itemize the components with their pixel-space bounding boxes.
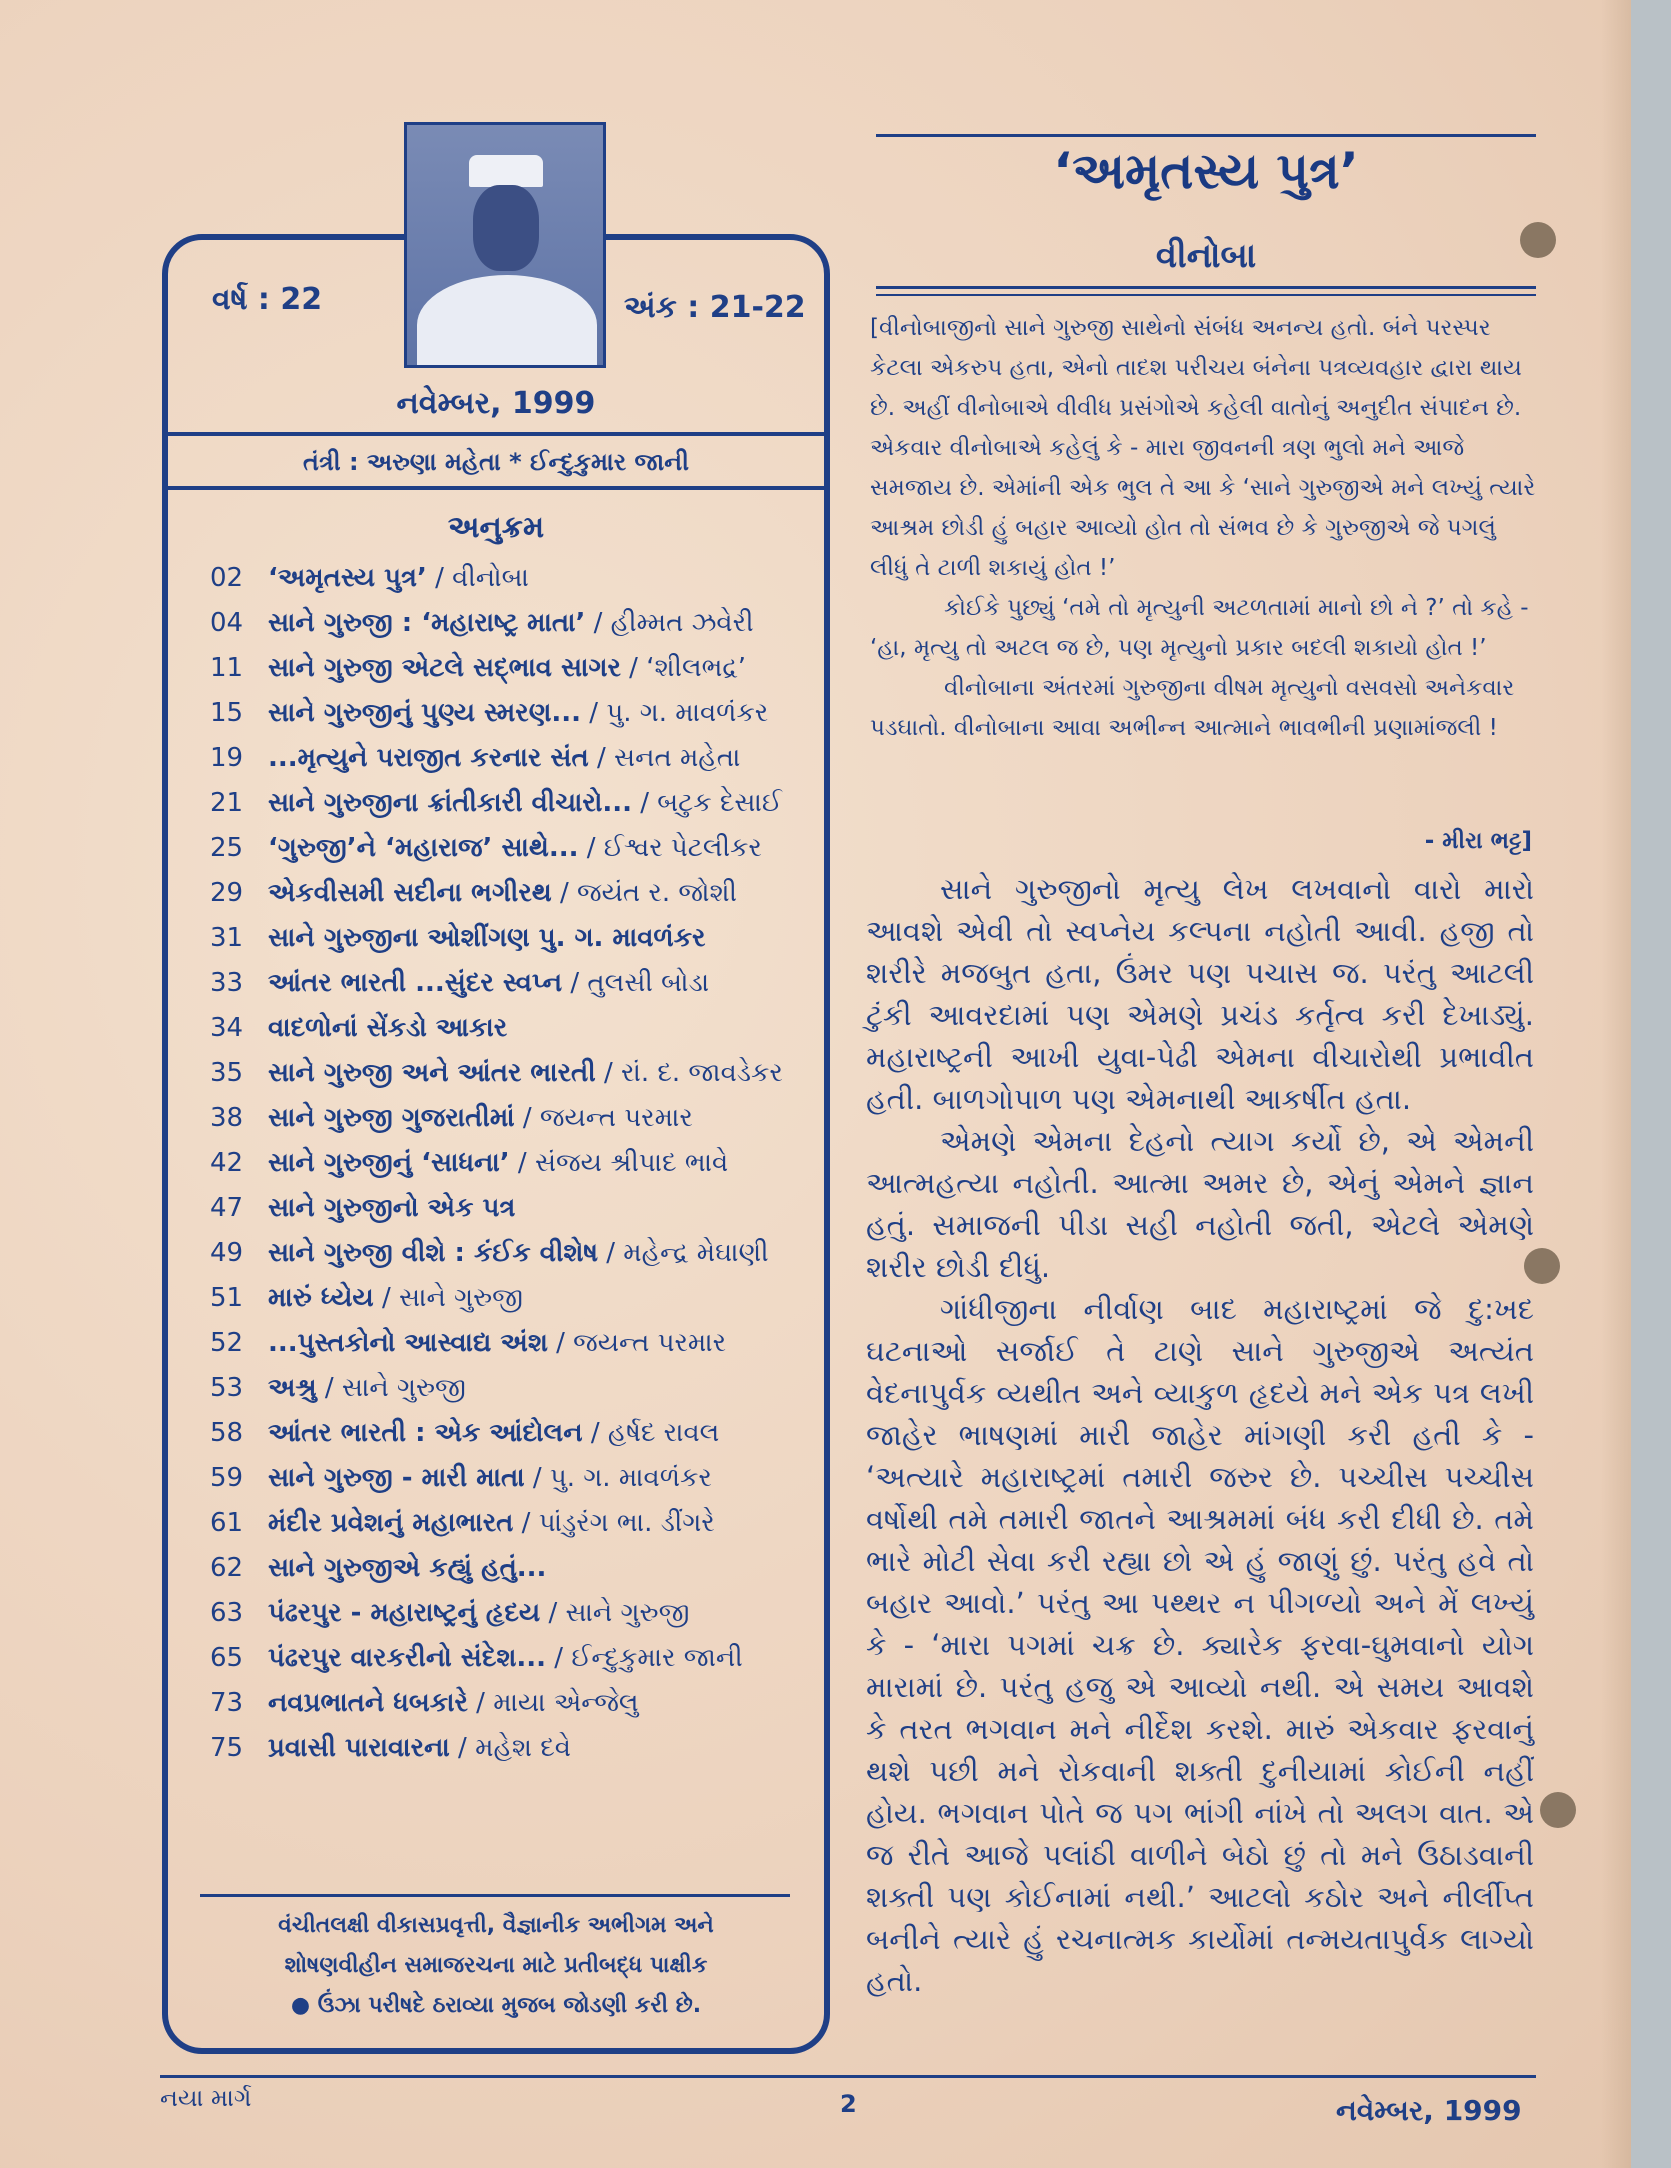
contents-page-number: 52 (210, 1328, 244, 1358)
contents-title: પંઢરપુર - મહારાષ્ટ્રનું હૃદય (268, 1598, 541, 1628)
contents-page-number: 11 (210, 653, 244, 683)
contents-author: / પાંડુરંગ ભા. ડીંગરે (513, 1508, 715, 1538)
footer-magazine-name: નયા માર્ગ (160, 2084, 252, 2112)
contents-page-number: 35 (210, 1058, 244, 1088)
contents-heading: અનુક્રમ (447, 510, 545, 545)
body-paragraph: ગાંધીજીના નીર્વાણ બાદ મહારાષ્ટ્રમાં જે દુ:ખદ ઘટનાઓ સર્જાઈ તે ટાણે સાને ગુરુજીએ અત્યંત વેદનાપુર્વક વ્યથીત અને વ્યાકુળ હૃદયે મને એક પત્ર લખી જાહેર ભાષણમાં મારી જાહેર માંગણી કરી હતી કે - ‘અત્યારે મહારાષ્ટ્રમાં તમારી જરુર છે. પચ્ચીસ પચ્ચીસ વર્ષોથી તમે તમારી જાતને આશ્રમમાં બંધ કરી દીધી છે. તમે ભારે મોટી સેવા કરી રહ્યા છો એ હું જાણું છું. પરંતુ હવે તો બહાર આવો.’ પરંતુ આ પથ્થર ન પીગળ્યો અને મેં લખ્યું કે - ‘મારા પગમાં ચક્ર છે. ક્યારેક ફરવા-ઘુમવાનો યોગ મારામાં છે. પરંતુ હજુ એ આવ્યો નથી. એ સમય આવશે કે તરત ભગવાન મને નીર્દેશ કરશે. મારું એકવાર ફરવાનું થશે પછી મને રોકવાની શક્તી દુનીયામાં કોઈની નહીં હોય. ભગવાન પોતે જ પગ ભાંગી નાંખે તો અલગ વાત. એ જ રીતે આજે પલાંઠી વાળીને બેઠો છું તો મને ઉઠાડવાની શક્તી પણ કોઈનામાં નથી.’ આટલો કઠોર અને નીર્લીપ્ત બનીને ત્યારે હું રચનાત્મક કાર્યોમાં તન્મયતાપુર્વક લાગ્યો હતો. (866, 1292, 1534, 1998)
mission-line: ● ઉંઝા પરીષદે ઠરાવ્યા મુજબ જોડણી કરી છે. (290, 1993, 702, 2018)
contents-item (210, 1231, 816, 1276)
contents-author: / હીમ્મત ઝવેરી (585, 608, 754, 638)
intro-paragraph: વીનોબાના અંતરમાં ગુરુજીના વીષમ મૃત્યુનો વસવસો અનેકવાર પડઘાતો. વીનોબાના આવા અભીન્ન આત્માને ભાવભીની પ્રણામાંજલી ! (870, 675, 1515, 741)
contents-author: / બટુક દેસાઈ (631, 788, 782, 818)
contents-page-number: 33 (210, 968, 244, 998)
divider (168, 486, 824, 490)
contents-author: / હર્ષદ રાવલ (582, 1418, 720, 1448)
contents-item (210, 1501, 816, 1546)
contents-item (210, 1186, 816, 1231)
contents-item (210, 1141, 816, 1186)
contents-item (210, 961, 816, 1006)
contents-title: આંતર ભારતી ...સુંદર સ્વપ્ન (268, 968, 563, 998)
contents-author: / માયા એન્જેલુ (467, 1688, 639, 1718)
issue-date: નવેમ્બર, 1999 (396, 386, 596, 421)
contents-page-number: 53 (210, 1373, 244, 1403)
contents-author: / ઈન્દુકુમાર જાની (546, 1643, 743, 1673)
mission-line: શોષણવીહીન સમાજરચના માટે પ્રતીબદ્ધ પાક્ષીક (284, 1953, 708, 1978)
contents-page-number: 58 (210, 1418, 244, 1448)
contents-author: / વીનોબા (426, 563, 529, 593)
contents-page-number: 19 (210, 743, 244, 773)
page-edge-background (1631, 0, 1671, 2168)
contents-item (210, 1726, 816, 1771)
contents-page-number: 75 (210, 1733, 244, 1763)
contents-page-number: 38 (210, 1103, 244, 1133)
contents-item (210, 871, 816, 916)
contents-item (210, 1096, 816, 1141)
contents-title: સાને ગુરુજીનું પુણ્ય સ્મરણ... (268, 698, 582, 728)
contents-page-number: 63 (210, 1598, 244, 1628)
year-label: વર્ષ : 22 (212, 282, 323, 317)
contents-page-number: 21 (210, 788, 244, 818)
contents-item (210, 736, 816, 781)
torn-edge-shadow (1601, 0, 1631, 2168)
editors-line: તંત્રી : અરુણા મહેતા * ઈન્દુકુમાર જાની (303, 448, 689, 476)
photo-face-shape (473, 185, 539, 271)
contents-page-number: 49 (210, 1238, 244, 1268)
divider (168, 432, 824, 436)
contents-title: સાને ગુરુજી વીશે : કંઈક વીશેષ (268, 1238, 599, 1268)
contents-title: ‘ગુરુજી’ને ‘મહારાજ’ સાથે... (268, 833, 579, 863)
divider (200, 1894, 790, 1897)
contents-page-number: 51 (210, 1283, 244, 1313)
contents-item (210, 781, 816, 826)
footer-divider (160, 2075, 1536, 2078)
page-number: 2 (840, 2090, 857, 2118)
contents-author: / રાં. દ. જાવડેકર (595, 1058, 783, 1088)
contents-title: સાને ગુરુજીનો એક પત્ર (268, 1193, 516, 1223)
contents-item (210, 826, 816, 871)
contents-author: / તુલસી બોડા (562, 968, 710, 998)
contents-title: એકવીસમી સદીના ભગીરથ (268, 878, 552, 908)
body-paragraph: સાને ગુરુજીનો મૃત્યુ લેખ લખવાનો વારો મારો આવશે એવી તો સ્વપ્નેય કલ્પના નહોતી આવી. હજી તો શરીરે મજબુત હતા, ઉંમર પણ પચાસ જ. પરંતુ આટલી ટુંકી આવરદામાં પણ એમણે પ્રચંડ કર્તૃત્વ કરી દેખાડ્યું. મહારાષ્ટ્રની આખી યુવા-પેઢી એમના વીચારોથી પ્રભાવીત હતી. બાળગોપાળ પણ એમનાથી આકર્ષીત હતા. (866, 872, 1534, 1116)
article-title: ‘અમૃતસ્ય પુત્ર’ (1053, 142, 1359, 200)
contents-author: / સાને ગુરુજી (316, 1373, 466, 1403)
contents-author: / જયન્ત પરમાર (547, 1328, 727, 1358)
contents-item (210, 1546, 816, 1591)
contents-title: સાને ગુરુજી એટલે સદ્ભાવ સાગર (268, 653, 621, 683)
contents-author: / પુ. ગ. માવળંકર (524, 1463, 712, 1493)
contents-item (210, 1366, 816, 1411)
contents-page-number: 25 (210, 833, 244, 863)
contents-author: / મહેશ દવે (449, 1733, 571, 1763)
contents-item (210, 691, 816, 736)
contents-author: / સાને ગુરુજી (373, 1283, 523, 1313)
contents-page-number: 65 (210, 1643, 244, 1673)
contents-page-number: 34 (210, 1013, 244, 1043)
contents-title: મારું ધ્યેય (268, 1283, 374, 1313)
photo-shirt-shape (417, 275, 597, 368)
contents-title: સાને ગુરુજીએ કહ્યું હતું... (268, 1553, 547, 1583)
contents-page-number: 62 (210, 1553, 244, 1583)
contents-title: મંદીર પ્રવેશનું મહાભારત (268, 1508, 514, 1538)
contents-author: / ઈશ્વર પેટલીકર (578, 833, 762, 863)
issue-label: અંક : 21-22 (624, 290, 806, 325)
binding-hole-bottom (1540, 1792, 1576, 1828)
intro-paragraph: [વીનોબાજીનો સાને ગુરુજી સાથેનો સંબંધ અનન્ય હતો. બંને પરસ્પર કેટલા એકરુપ હતા, એનો તાદશ પરીચય બંનેના પત્રવ્યવહાર દ્વારા થાય છે. અહીં વીનોબાએ વીવીધ પ્રસંગોએ કહેલી વાતોનું અનુદીત સંપાદન છે. એકવાર વીનોબાએ કહેલું કે - મારા જીવનની ત્રણ ભુલો મને આજે સમજાય છે. એમાંની એક ભુલ તે આ કે ‘સાને ગુરુજીએ મને લખ્યું ત્યારે આશ્રમ છોડી હું બહાર આવ્યો હોત તો સંભવ છે કે ગુરુજીએ જે પગલું લીધું તે ટાળી શકાયું હોત !’ (870, 315, 1536, 581)
article-author: વીનોબા (1155, 236, 1257, 276)
contents-page-number: 02 (210, 563, 244, 593)
contents-item (210, 1411, 816, 1456)
mission-statement (162, 1906, 830, 2026)
contents-title: ...મૃત્યુને પરાજીત કરનાર સંત (268, 743, 589, 773)
contents-author: / સાને ગુરુજી (540, 1598, 690, 1628)
body-paragraph: એમણે એમના દેહનો ત્યાગ કર્યો છે, એ એમની આત્મહત્યા નહોતી. આત્મા અમર છે, એનું એમને જ્ઞાન હતું. સમાજની પીડા સહી નહોતી જતી, એટલે એમણે શરીર છોડી દીધું. (866, 1124, 1534, 1284)
contents-title: સાને ગુરુજી - મારી માતા (268, 1463, 525, 1493)
contents-item (210, 1681, 816, 1726)
contents-list (210, 556, 816, 1771)
photo-cap-shape (469, 155, 543, 187)
contents-page-number: 59 (210, 1463, 244, 1493)
divider (876, 286, 1536, 289)
contents-title: પ્રવાસી પારાવારના (268, 1733, 450, 1763)
contents-title: સાને ગુરુજી અને આંતર ભારતી (268, 1058, 596, 1088)
contents-title: ‘અમૃતસ્ય પુત્ર’ (268, 563, 427, 593)
contents-title: સાને ગુરુજીનું ‘સાધના’ (268, 1148, 510, 1178)
contents-title: સાને ગુરુજીના ક્રાંતીકારી વીચારો... (268, 788, 632, 818)
contents-title: આંતર ભારતી : એક આંદોલન (268, 1418, 583, 1448)
contents-author: / જયંત ર. જોશી (551, 878, 737, 908)
editorial-intro (870, 308, 1538, 748)
intro-signature: - મીરા ભટ્ટ] (1424, 828, 1532, 854)
contents-title: સાને ગુરુજી ગુજરાતીમાં (268, 1103, 515, 1133)
contents-title: સાને ગુરુજીના ઓશીંગણ પુ. ગ. માવળંકર (268, 923, 706, 953)
contents-title: સાને ગુરુજી : ‘મહારાષ્ટ્ર માતા’ (268, 608, 586, 638)
contents-author: / જયન્ત પરમાર (514, 1103, 693, 1133)
author-photo (404, 122, 606, 368)
contents-author: / મહેન્દ્ર મેઘાણી (598, 1238, 769, 1268)
article-body (866, 868, 1534, 2002)
contents-author: / ‘શીલભદ્ર’ (620, 653, 747, 683)
intro-paragraph: કોઈકે પુછ્યું ‘તમે તો મૃત્યુની અટળતામાં માનો છો ને ?’ તો કહે - ‘હા, મૃત્યુ તો અટલ જ છે, પણ મૃત્યુનો પ્રકાર બદલી શકાયો હોત !’ (870, 595, 1529, 661)
contents-item (210, 1276, 816, 1321)
contents-page-number: 04 (210, 608, 244, 638)
contents-item (210, 556, 816, 601)
contents-title: નવપ્રભાતને ધબકારે (268, 1688, 468, 1718)
contents-page-number: 31 (210, 923, 244, 953)
contents-item (210, 1321, 816, 1366)
contents-item (210, 646, 816, 691)
mission-line: વંચીતલક્ષી વીકાસપ્રવૃત્તી, વૈજ્ઞાનીક અભીગમ અને (278, 1913, 714, 1938)
contents-item (210, 1051, 816, 1096)
contents-page-number: 29 (210, 878, 244, 908)
divider (876, 294, 1536, 296)
contents-title: અશ્રુ (268, 1373, 317, 1403)
contents-title: પંઢરપુર વારકરીનો સંદેશ... (268, 1643, 547, 1673)
contents-page-number: 47 (210, 1193, 244, 1223)
contents-page-number: 42 (210, 1148, 244, 1178)
footer-date: નવેમ્બર, 1999 (1336, 2094, 1522, 2127)
contents-page-number: 73 (210, 1688, 244, 1718)
contents-title: ...પુસ્તકોનો આસ્વાદ્ય અંશ (268, 1328, 548, 1358)
contents-item (210, 916, 816, 961)
contents-page-number: 15 (210, 698, 244, 728)
contents-page-number: 61 (210, 1508, 244, 1538)
contents-item (210, 601, 816, 646)
contents-title: વાદળોનાં સેંકડો આકાર (268, 1013, 508, 1043)
contents-author: / સનત મહેતા (588, 743, 741, 773)
contents-item (210, 1456, 816, 1501)
contents-author: / સંજય શ્રીપાદ ભાવે (509, 1148, 729, 1178)
contents-item (210, 1006, 816, 1051)
contents-author: / પુ. ગ. માવળંકર (581, 698, 769, 728)
contents-item (210, 1636, 816, 1681)
contents-item (210, 1591, 816, 1636)
divider (876, 134, 1536, 137)
